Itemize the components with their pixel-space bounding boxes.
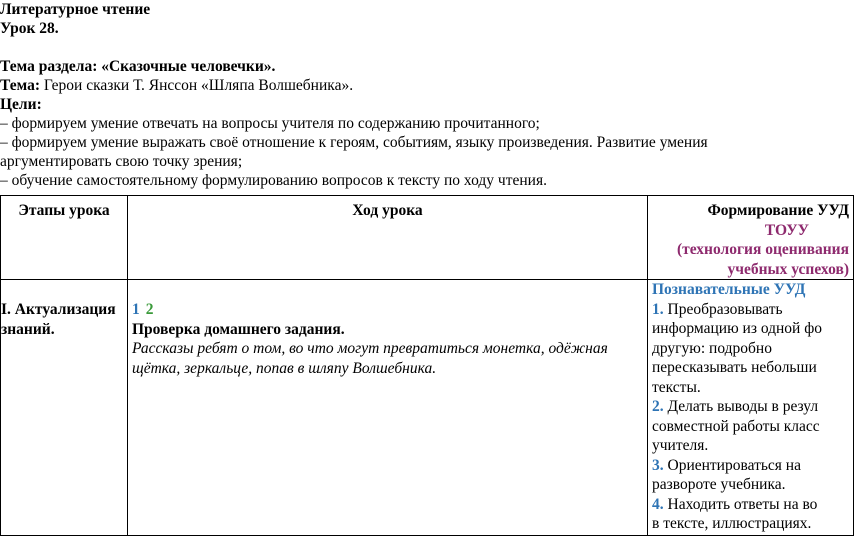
uud-cell (648, 280, 854, 536)
uud-text: развороте учебника. (652, 476, 786, 493)
table-header-row (1, 196, 854, 280)
uud-item-3 (652, 456, 849, 476)
uud-item-2 (652, 397, 849, 417)
uud-title: Познавательные УУД (652, 281, 806, 298)
uud-text: в тексте, иллюстрациях. (652, 515, 812, 532)
uud-text: тексты. (652, 378, 701, 396)
uud-text: пересказывать небольши (652, 359, 817, 376)
table-row (1, 280, 854, 536)
goal-2b: аргументировать свою точку зрения; (0, 153, 243, 170)
lesson-table (0, 195, 854, 536)
tou-desc-line1: (технология оценивания (676, 241, 849, 258)
lesson-number: Урок 28. (0, 20, 59, 37)
uud-text: Ориентироваться на (663, 456, 801, 474)
uud-text: Преобразовывать (663, 300, 783, 318)
uud-num: 4. (652, 495, 664, 513)
uud-text: информацию из одной фо (652, 320, 823, 337)
section-topic: Тема раздела: «Сказочные человечки». (0, 58, 276, 75)
step-num-2: 2 (145, 301, 154, 318)
process-cell (128, 280, 648, 536)
tou-label: ТОУУ (764, 221, 809, 239)
tou-desc-line2: учебных успехов) (727, 260, 849, 278)
uud-text: Делать выводы в резул (663, 398, 819, 415)
goal-2a: – формируем умение выражать своё отношение к героям, событиям, языку произведения. Развитие умения (0, 134, 708, 151)
uud-text: совместной работы класс (652, 417, 820, 435)
uud-num: 3. (652, 456, 664, 474)
uud-text: другую: подробно (652, 339, 772, 357)
uud-text: Находить ответы на во (663, 495, 818, 513)
col-process-header: Ход урока (128, 196, 648, 280)
col-uud-header (648, 196, 854, 280)
task-title: Проверка домашнего задания. (132, 320, 345, 338)
col-stages-header: Этапы урока (1, 196, 128, 280)
uud-header-line1: Формирование УУД (707, 202, 849, 219)
uud-num: 1. (652, 300, 664, 318)
stage-title: I. Актуализация (1, 301, 116, 318)
stage-cell (1, 280, 128, 536)
uud-item-4 (652, 495, 849, 515)
lesson-header (0, 0, 816, 190)
lesson-topic (0, 76, 816, 95)
subject-title: Литературное чтение (0, 1, 151, 18)
stage-title-cont: знаний. (1, 320, 55, 338)
goal-3: – обучение самостоятельному формулированию вопросов к тексту по ходу чтения. (0, 172, 547, 189)
task-text-line1: Рассказы ребят о том, во что могут превратиться монетка, одёжная (132, 340, 608, 357)
uud-text: учителя. (652, 437, 709, 454)
task-text-line2: щётка, зеркальце, попав в шляпу Волшебника. (132, 359, 437, 377)
uud-num: 2. (652, 398, 664, 415)
topic-label: Тема: (0, 77, 40, 94)
goals-label: Цели: (0, 96, 42, 113)
goal-1: – формируем умение отвечать на вопросы учителя по содержанию прочитанного; (0, 115, 540, 132)
step-num-1: 1 (132, 301, 140, 318)
uud-item-1 (652, 300, 849, 320)
topic-text: Герои сказки Т. Янссон «Шляпа Волшебника». (40, 77, 354, 94)
step-numbers (132, 298, 643, 320)
